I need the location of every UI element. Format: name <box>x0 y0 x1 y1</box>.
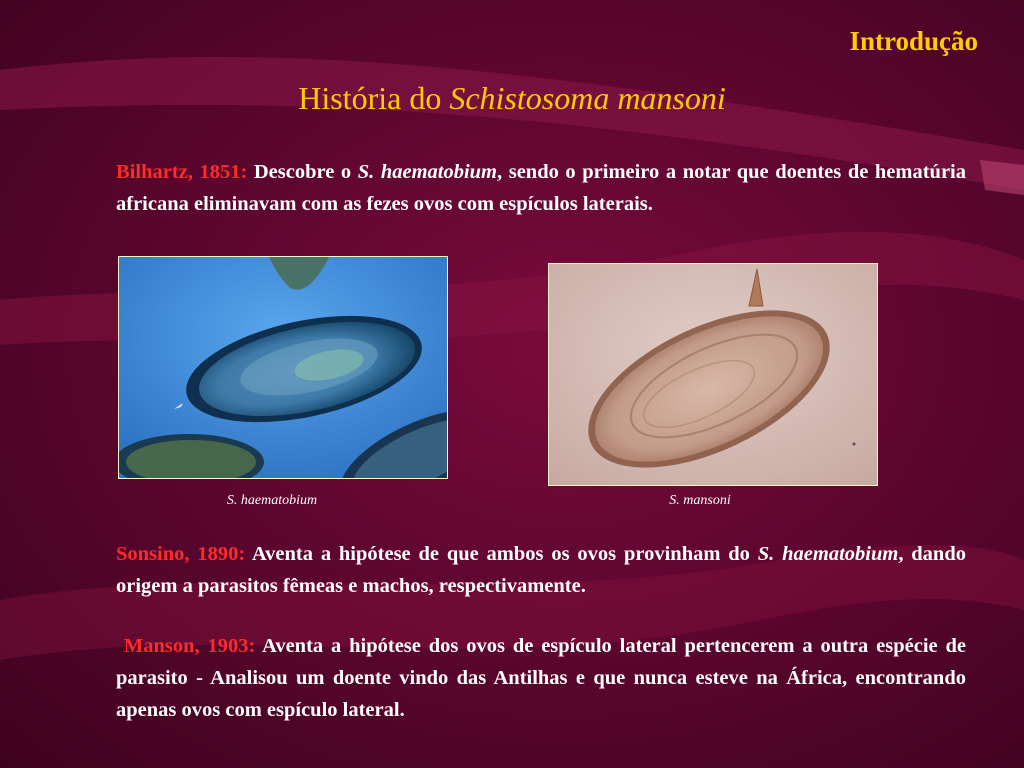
paragraph-manson <box>116 630 966 726</box>
micrograph-s-haematobium <box>118 256 448 479</box>
sonsino-species: S. haematobium <box>757 543 899 565</box>
bilhartz-text-1: Descobre o <box>247 161 358 183</box>
author-manson: Manson, 1903: <box>116 635 256 657</box>
author-bilhartz: Bilhartz, 1851: <box>116 161 248 183</box>
sonsino-text-1: Aventa a hipótese de que ambos os ovos provinham do <box>245 543 758 565</box>
paragraph-bilhartz <box>116 156 966 220</box>
slide-title-prefix: História do <box>298 80 450 116</box>
caption-s-mansoni: S. mansoni <box>669 493 731 508</box>
section-title: Introdução <box>849 26 978 56</box>
slide-title-species: Schistosoma mansoni <box>449 80 726 116</box>
manson-text-1: Aventa a hipótese dos ovos de espículo lateral pertencerem a outra espécie de parasito - Analisou um doente vindo das Antilhas e que nunca esteve na África, encontrando apenas ovos com espículo lateral. <box>116 635 966 721</box>
author-sonsino: Sonsino, 1890: <box>116 543 246 565</box>
paragraph-sonsino <box>116 538 966 602</box>
caption-s-haematobium: S. haematobium <box>226 493 318 508</box>
slide-title <box>0 80 1024 117</box>
sonsino-text-2: , dando origem a parasitos fêmeas e machos, respectivamente. <box>116 543 966 597</box>
bilhartz-species: S. haematobium <box>357 161 498 183</box>
micrograph-s-mansoni <box>548 263 878 486</box>
bilhartz-text-2: , sendo o primeiro a notar que doentes de hematúria africana eliminavam com as fezes ovos com espículos laterais. <box>116 161 966 215</box>
